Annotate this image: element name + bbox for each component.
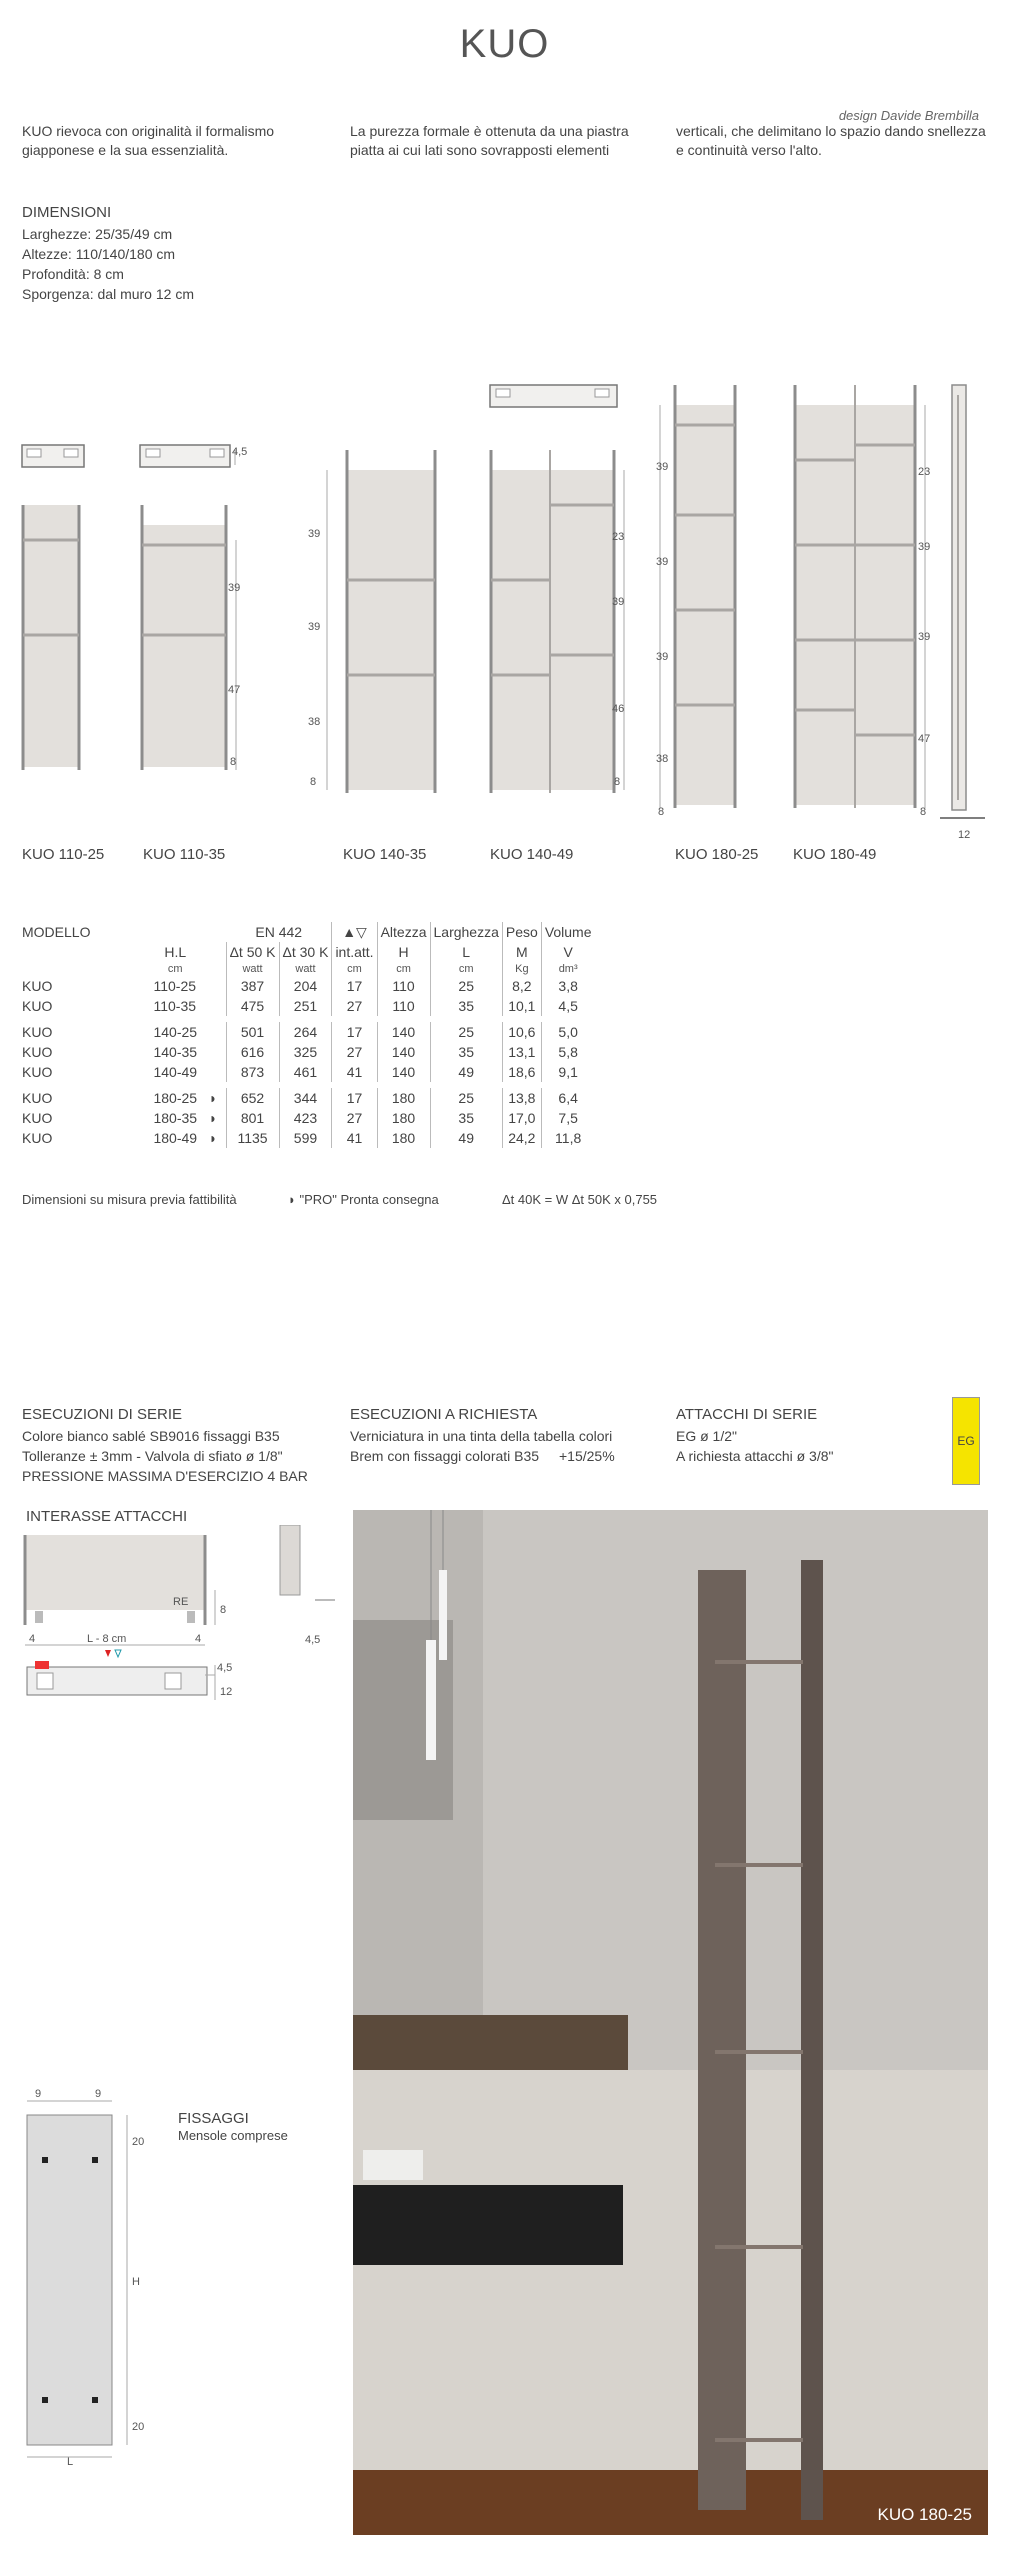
list-item: Tolleranze ± 3mm - Valvola di sfiato ø 1/8" xyxy=(22,1448,283,1464)
table-cell-model: KUO xyxy=(22,1130,53,1146)
unit-dm3: dm³ xyxy=(541,962,594,976)
table-cell-w30: 251 xyxy=(279,996,332,1019)
table-cell-v: 5,0 xyxy=(541,1019,594,1042)
table-row xyxy=(19,996,595,1019)
table-cell-m: 17,0 xyxy=(502,1108,541,1128)
table-cell-l: 25 xyxy=(430,1085,502,1108)
table-cell-size: 140-49 xyxy=(153,1064,198,1080)
table-cell-w50: 616 xyxy=(226,1042,279,1062)
product-photo xyxy=(353,1510,988,2535)
note-pro: ◗ "PRO" Pronta consegna xyxy=(288,1192,439,1207)
dim-label: 39 xyxy=(656,556,669,568)
header-peso: Peso xyxy=(502,922,541,942)
fissaggi-title: FISSAGGI xyxy=(178,2110,249,2127)
header-dt50: Δt 50 K xyxy=(226,942,279,962)
dim-label: H xyxy=(132,2276,140,2288)
dim-label: 4 xyxy=(195,1633,202,1645)
table-cell-v: 7,5 xyxy=(541,1108,594,1128)
dimension-line: Altezze: 110/140/180 cm xyxy=(22,246,176,262)
table-cell-l: 25 xyxy=(430,976,502,996)
dim-label: 47 xyxy=(228,684,241,696)
table-cell-ia: 17 xyxy=(332,976,377,996)
dim-label: 47 xyxy=(918,733,931,745)
table-cell-size: 110-25 xyxy=(153,978,197,994)
table-row xyxy=(19,1128,595,1148)
dim-label: 39 xyxy=(612,596,625,608)
table-cell-h: 140 xyxy=(377,1019,430,1042)
table-cell-size: 140-35 xyxy=(153,1044,198,1060)
dim-label: L - 8 cm xyxy=(87,1633,127,1645)
table-cell-pro xyxy=(200,1062,226,1085)
intro-col-1: KUO rievoca con originalità il formalismo giapponese e la sua essenzialità. xyxy=(22,123,275,158)
intro-col-2: La purezza formale è ottenuta da una piastra piatta ai cui lati sono sovrapposti elementi xyxy=(350,123,629,158)
table-cell-h: 140 xyxy=(377,1062,430,1085)
dim-label: 8 xyxy=(614,776,621,788)
dim-label: 23 xyxy=(918,466,931,478)
technical-drawings xyxy=(0,370,1009,850)
table-cell-ia: 17 xyxy=(332,1019,377,1042)
header-v: V xyxy=(541,942,594,962)
dim-label: 4,5 xyxy=(232,446,248,458)
table-row xyxy=(19,1108,595,1128)
table-cell-ia: 41 xyxy=(332,1062,377,1085)
dim-label: 39 xyxy=(918,541,931,553)
table-cell-pro xyxy=(200,976,226,996)
eg-badge: EG xyxy=(952,1397,980,1485)
note-formula: Δt 40K = W Δt 50K x 0,755 xyxy=(502,1192,658,1207)
table-cell-l: 25 xyxy=(430,1019,502,1042)
dim-label: 23 xyxy=(612,531,625,543)
header-intatt2: int.att. xyxy=(332,942,377,962)
header-modello: MODELLO xyxy=(22,924,91,940)
model-label: KUO 110-25 xyxy=(22,846,105,863)
unit-cm: cm xyxy=(167,963,183,975)
dimensions-list xyxy=(22,224,194,304)
table-row xyxy=(19,1042,595,1062)
table-cell-l: 49 xyxy=(430,1062,502,1085)
table-cell-m: 10,1 xyxy=(502,996,541,1019)
table-cell-v: 4,5 xyxy=(541,996,594,1019)
table-cell-model: KUO xyxy=(22,1090,53,1106)
list-item: EG ø 1/2" xyxy=(676,1428,737,1444)
table-cell-w50: 1135 xyxy=(226,1128,279,1148)
dim-label: 38 xyxy=(308,716,321,728)
table-cell-w30: 264 xyxy=(279,1019,332,1042)
table-cell-m: 13,1 xyxy=(502,1042,541,1062)
table-cell-model: KUO xyxy=(22,1064,53,1080)
table-cell-pro xyxy=(200,996,226,1019)
attacchi-list xyxy=(676,1426,834,1466)
header-l: L xyxy=(430,942,502,962)
table-row xyxy=(19,1062,595,1085)
table-cell-model: KUO xyxy=(22,978,53,994)
table-cell-m: 24,2 xyxy=(502,1128,541,1148)
note-custom: Dimensioni su misura previa fattibilità xyxy=(22,1192,237,1207)
list-item: A richiesta attacchi ø 3/8" xyxy=(676,1448,834,1464)
table-cell-v: 3,8 xyxy=(541,976,594,996)
table-cell-w50: 801 xyxy=(226,1108,279,1128)
table-cell-h: 110 xyxy=(377,996,430,1019)
table-cell-h: 180 xyxy=(377,1108,430,1128)
spec-table xyxy=(19,922,595,1148)
price-surcharge: +15/25% xyxy=(558,1448,615,1464)
dimension-line: Sporgenza: dal muro 12 cm xyxy=(22,286,194,302)
photo-caption: KUO 180-25 xyxy=(877,2505,972,2524)
table-cell-w50: 873 xyxy=(226,1062,279,1085)
model-label: KUO 140-49 xyxy=(490,846,574,863)
table-cell-h: 180 xyxy=(377,1085,430,1108)
dim-label: 39 xyxy=(228,582,241,594)
table-row xyxy=(19,1085,595,1108)
table-cell-pro: ◗ xyxy=(208,1090,218,1106)
table-cell-size: 180-35 xyxy=(153,1110,198,1126)
unit-watt: watt xyxy=(226,962,279,976)
page-title: KUO xyxy=(459,22,550,66)
dimensions-title: DIMENSIONI xyxy=(22,204,112,221)
header-h: H xyxy=(377,942,430,962)
model-label: KUO 110-35 xyxy=(143,846,226,863)
unit-watt: watt xyxy=(279,962,332,976)
unit-cm: cm xyxy=(332,962,377,976)
table-cell-size: 110-35 xyxy=(153,998,197,1014)
table-cell-pro xyxy=(200,1042,226,1062)
dim-label: 20 xyxy=(132,2136,145,2148)
model-label: KUO 140-35 xyxy=(343,846,427,863)
table-cell-ia: 17 xyxy=(332,1085,377,1108)
header-hl: H.L xyxy=(164,944,187,960)
table-cell-ia: 27 xyxy=(332,1108,377,1128)
dim-label: 9 xyxy=(35,2088,42,2100)
list-item-text: Brem con fissaggi colorati B35 xyxy=(350,1448,540,1464)
table-cell-m: 18,6 xyxy=(502,1062,541,1085)
dim-label: 38 xyxy=(656,753,669,765)
dim-label: 4,5 xyxy=(217,1662,233,1674)
list-item: PRESSIONE MASSIMA D'ESERCIZIO 4 BAR xyxy=(22,1468,308,1484)
intro-col-3: verticali, che delimitano lo spazio dando snellezza e continuità verso l'alto. xyxy=(676,123,986,158)
table-cell-v: 5,8 xyxy=(541,1042,594,1062)
header-dt30: Δt 30 K xyxy=(279,942,332,962)
list-item xyxy=(350,1446,615,1466)
dim-label: 8 xyxy=(230,756,237,768)
header-altezza: Altezza xyxy=(377,922,430,942)
dim-label: 8 xyxy=(310,776,317,788)
table-cell-w30: 423 xyxy=(279,1108,332,1128)
table-row xyxy=(19,976,595,996)
dim-label: 9 xyxy=(95,2088,102,2100)
header-en442: EN 442 xyxy=(255,924,303,940)
table-cell-w50: 475 xyxy=(226,996,279,1019)
esecuzioni-serie-list xyxy=(22,1426,308,1486)
dim-label: 39 xyxy=(308,528,321,540)
table-cell-ia: 41 xyxy=(332,1128,377,1148)
table-cell-w30: 461 xyxy=(279,1062,332,1085)
table-cell-w50: 652 xyxy=(226,1085,279,1108)
dim-label: 39 xyxy=(918,631,931,643)
table-cell-m: 13,8 xyxy=(502,1085,541,1108)
interasse-title: INTERASSE ATTACCHI xyxy=(26,1508,188,1525)
list-item: Verniciatura in una tinta della tabella colori xyxy=(350,1428,613,1444)
table-cell-l: 35 xyxy=(430,1108,502,1128)
dim-label: RE xyxy=(173,1596,189,1608)
table-cell-size: 180-25 xyxy=(153,1090,198,1106)
table-cell-v: 6,4 xyxy=(541,1085,594,1108)
table-cell-h: 110 xyxy=(377,976,430,996)
table-cell-w30: 204 xyxy=(279,976,332,996)
table-cell-h: 180 xyxy=(377,1128,430,1148)
list-item: Colore bianco sablé SB9016 fissaggi B35 xyxy=(22,1428,280,1444)
dim-label: L xyxy=(67,2456,74,2465)
table-cell-pro: ◗ xyxy=(208,1130,218,1146)
dimension-line: Profondità: 8 cm xyxy=(22,266,124,282)
table-cell-l: 35 xyxy=(430,996,502,1019)
table-cell-model: KUO xyxy=(22,1024,53,1040)
dim-label: 12 xyxy=(220,1686,233,1698)
esecuzioni-serie-title: ESECUZIONI DI SERIE xyxy=(22,1406,183,1423)
dim-label: 12 xyxy=(958,829,971,841)
table-cell-model: KUO xyxy=(22,998,53,1014)
dim-label: 8 xyxy=(658,806,665,818)
dim-label: 39 xyxy=(656,651,669,663)
table-cell-pro xyxy=(200,1019,226,1042)
header-intatt: ▲▽ xyxy=(332,922,377,942)
designer-credit: design Davide Brembilla xyxy=(838,108,979,123)
table-cell-m: 8,2 xyxy=(502,976,541,996)
unit-cm: cm xyxy=(430,962,502,976)
dim-label: 8 xyxy=(220,1604,227,1616)
table-cell-model: KUO xyxy=(22,1110,53,1126)
fissaggi-drawing xyxy=(15,2085,165,2465)
esecuzioni-richiesta-title: ESECUZIONI A RICHIESTA xyxy=(350,1406,538,1423)
table-cell-v: 9,1 xyxy=(541,1062,594,1085)
bathroom-scene xyxy=(353,1510,988,2535)
table-cell-model: KUO xyxy=(22,1044,53,1060)
table-cell-size: 180-49 xyxy=(153,1130,198,1146)
fissaggi-subtitle: Mensole comprese xyxy=(178,2128,288,2143)
esecuzioni-richiesta-list xyxy=(350,1426,615,1466)
table-cell-w30: 599 xyxy=(279,1128,332,1148)
table-cell-w30: 344 xyxy=(279,1085,332,1108)
attacchi-title: ATTACCHI DI SERIE xyxy=(676,1406,818,1423)
header-larghezza: Larghezza xyxy=(430,922,502,942)
table-cell-v: 11,8 xyxy=(541,1128,594,1148)
header-m: M xyxy=(502,942,541,962)
model-label: KUO 180-25 xyxy=(675,846,759,863)
dim-label: 4,5 xyxy=(305,1634,321,1646)
table-cell-w30: 325 xyxy=(279,1042,332,1062)
dim-label: 4 xyxy=(29,1633,36,1645)
table-cell-l: 35 xyxy=(430,1042,502,1062)
dim-label: 46 xyxy=(612,703,625,715)
table-cell-h: 140 xyxy=(377,1042,430,1062)
dim-label: 8 xyxy=(920,806,927,818)
table-cell-ia: 27 xyxy=(332,1042,377,1062)
table-row xyxy=(19,1019,595,1042)
table-cell-pro: ◗ xyxy=(208,1110,218,1126)
interasse-drawing xyxy=(15,1525,345,1740)
dimension-line: Larghezze: 25/35/49 cm xyxy=(22,226,173,242)
table-cell-w50: 387 xyxy=(226,976,279,996)
table-cell-ia: 27 xyxy=(332,996,377,1019)
table-cell-l: 49 xyxy=(430,1128,502,1148)
unit-kg: Kg xyxy=(502,962,541,976)
table-cell-size: 140-25 xyxy=(153,1024,198,1040)
unit-cm: cm xyxy=(377,962,430,976)
dim-label: 39 xyxy=(308,621,321,633)
table-cell-m: 10,6 xyxy=(502,1019,541,1042)
dim-label: 39 xyxy=(656,461,669,473)
model-label: KUO 180-49 xyxy=(793,846,877,863)
dim-label: 20 xyxy=(132,2421,145,2433)
header-volume: Volume xyxy=(541,922,594,942)
table-cell-w50: 501 xyxy=(226,1019,279,1042)
